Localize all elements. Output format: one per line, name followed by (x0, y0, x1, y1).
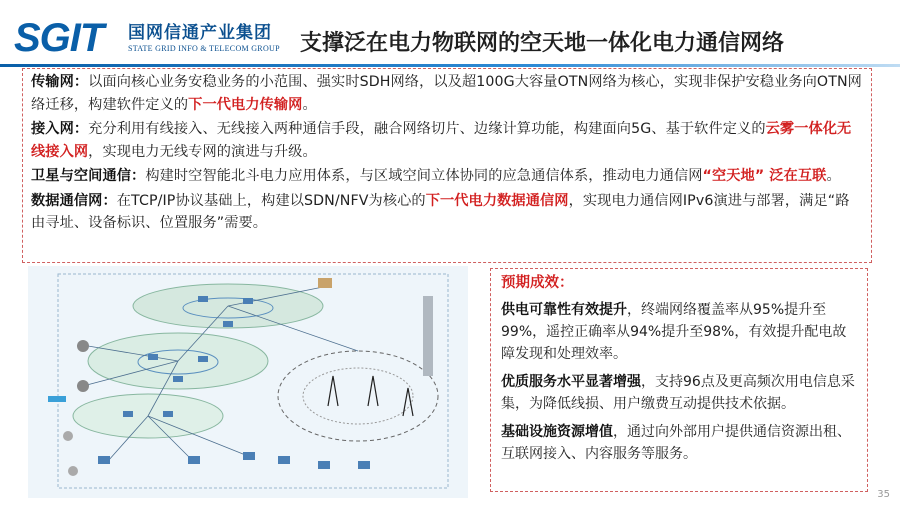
satellite-highlight: “空天地” 泛在互联 (702, 168, 827, 184)
expected-item-lead: 优质服务水平显著增强 (501, 374, 641, 390)
slide-header (0, 0, 900, 66)
expected-item (501, 371, 857, 415)
satellite-text2: 。 (826, 168, 841, 184)
transport-network-paragraph (31, 71, 863, 116)
company-name-en: STATE GRID INFO & TELECOM GROUP (128, 44, 280, 53)
transport-text1: 以面向核心业务安稳业务的小范围、强实时SDH网络，以及超100G大容量OTN网络为核心，实现非保护安稳业务向OTN网络迁移，构建软件定义的 (31, 74, 862, 113)
company-name-cn: 国网信通产业集团 (128, 23, 272, 43)
expected-results-title: 预期成效： (501, 275, 574, 291)
slide-title: 支撑泛在电力物联网的空天地一体化电力通信网络 (300, 31, 785, 56)
network-description-box (22, 68, 872, 263)
expected-item-text: ，支持96点及更高频次用电信息采集，为降低线损、用户缴费互动提供技术依据。 (501, 374, 855, 412)
transport-highlight: 下一代电力传输网 (188, 96, 303, 113)
expected-item-lead: 基础设施资源增值 (501, 424, 613, 440)
access-network-paragraph (31, 118, 863, 163)
datacom-lead: 数据通信网： (31, 192, 117, 209)
access-highlight: 云雾一体化无线接入网 (31, 121, 852, 160)
expected-item (501, 421, 857, 465)
datacom-text1: 在TCP/IP协议基础上，构建以SDN/NFV为核心的 (116, 192, 426, 209)
datacom-paragraph (31, 190, 863, 235)
access-lead: 接入网： (31, 121, 89, 137)
expected-results-box (490, 268, 868, 492)
sgit-logo: SGIT (14, 16, 104, 60)
expected-item (501, 299, 857, 365)
access-text2: ，实现电力无线专网的演进与升级。 (88, 143, 317, 160)
satellite-lead: 卫星与空间通信： (31, 168, 146, 184)
page-number: 35 (877, 489, 890, 500)
transport-text2: 。 (302, 96, 317, 113)
satellite-text1: 构建时空智能北斗电力应用体系，与区域空间立体协同的应急通信体系，推动电力通信网 (145, 168, 703, 184)
datacom-highlight: 下一代电力数据通信网 (425, 192, 569, 209)
datacom-text2: ，实现电力通信网IPv6演进与部署，满足“路由寻址、设备标识、位置服务”需要。 (31, 192, 850, 231)
expected-item-lead: 供电可靠性有效提升 (501, 302, 627, 318)
network-architecture-diagram (28, 266, 468, 498)
expected-item-text: ，通过向外部用户提供通信资源出租、互联网接入、内容服务等服务。 (501, 424, 851, 462)
satellite-paragraph (31, 165, 863, 188)
access-text1: 充分利用有线接入、无线接入两种通信手段，融合网络切片、边缘计算功能，构建面向5G、基于软件定义的 (88, 121, 766, 137)
expected-item-text: ，终端网络覆盖率从95%提升至99%，遥控正确率从94%提升至98%，有效提升配电故障发现和处理效率。 (501, 302, 847, 362)
transport-lead: 传输网： (31, 74, 89, 90)
header-divider (0, 64, 900, 67)
